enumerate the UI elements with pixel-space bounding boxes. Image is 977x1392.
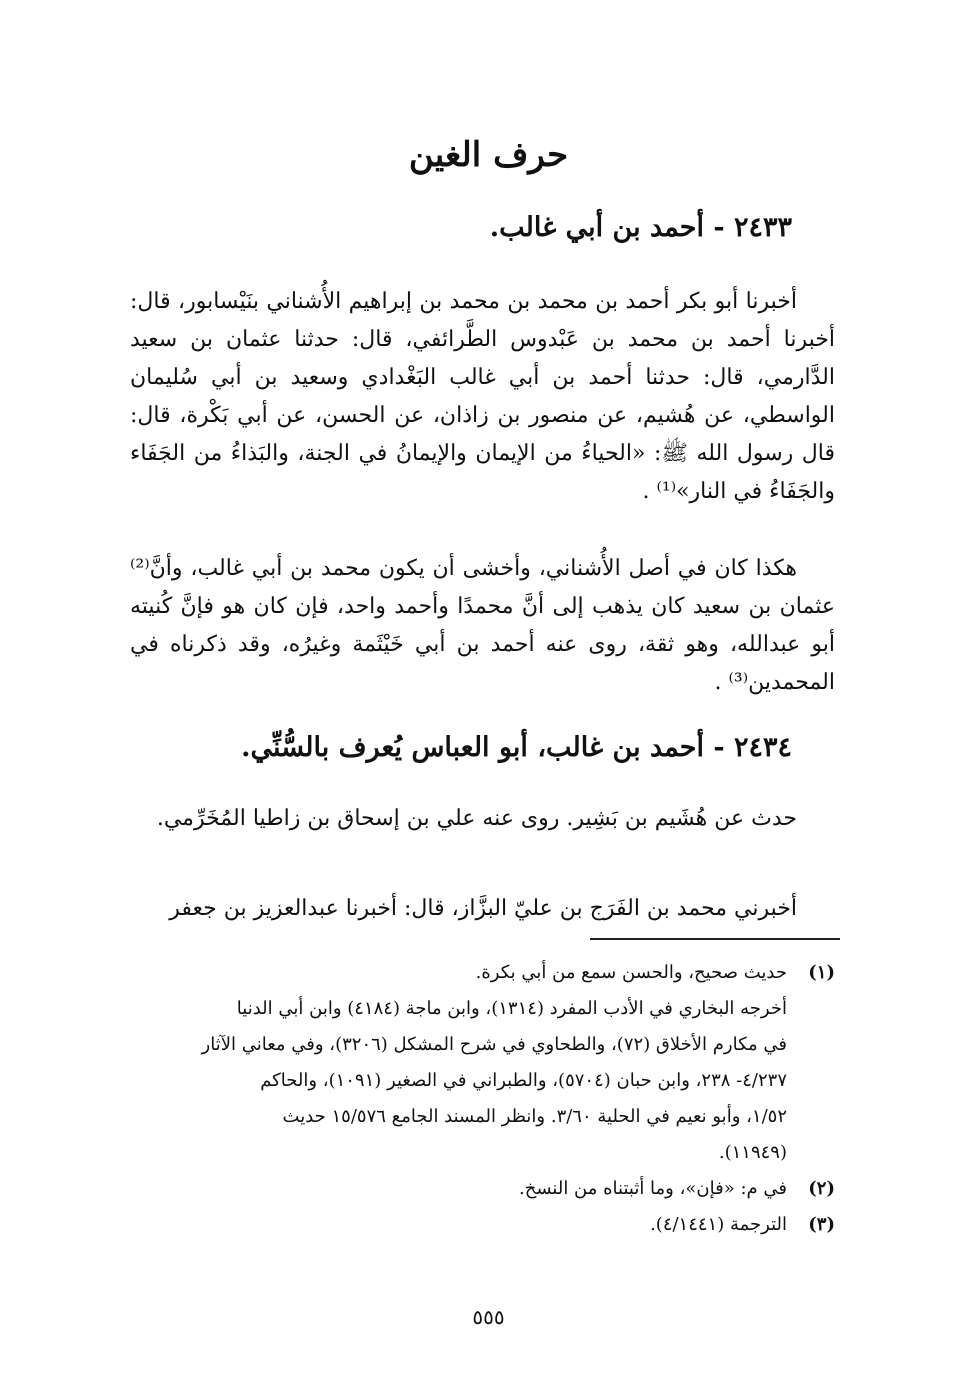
footnote-number: (٢) xyxy=(808,1178,835,1199)
paragraph xyxy=(130,550,835,702)
footnote-line: ٤/٢٣٧- ٢٣٨، وابن حبان (٥٧٠٤)، والطبراني في الصغير (١٠٩١)، والحاكم xyxy=(260,1070,787,1091)
text-line: ذكرناه في المحمدين⁽³⁾ . xyxy=(130,632,835,695)
page-number: ٥٥٥ xyxy=(472,1305,505,1329)
footnote-3 xyxy=(130,1207,835,1243)
text-line: فإنَّ كُنيته أبو عبدالله، وهو ثقة، روى عنه أحمد بن أبي خَيْثَمة وغيرُه، وقد xyxy=(130,594,835,657)
footnote-line: أخرجه البخاري في الأدب المفرد (١٣١٤)، وابن ماجة (٤١٨٤) وابن أبي الدنيا xyxy=(236,998,787,1019)
paragraph xyxy=(130,890,835,928)
entry-heading-2434: ٢٤٣٤ - أحمد بن غالب، أبو العباس يُعرف بالسُّنِّي. xyxy=(241,732,792,763)
chapter-title: حرف الغين xyxy=(408,135,569,175)
text-line: حدث عن هُشَيم بن بَشِير. روى عنه علي بن إسحاق بن زاطيا xyxy=(245,806,797,831)
footnote-line: ١/٥٢، وأبو نعيم في الحلية ٣/٦٠. وانظر المسند الجامع ١٥/٥٧٦ حديث xyxy=(282,1106,787,1127)
footnote-2 xyxy=(130,1171,835,1207)
footnote-line: في مكارم الأخلاق (٧٢)، والطحاوي في شرح المشكل (٣٢٠٦)، وفي معاني الآثار xyxy=(201,1034,787,1055)
entry-heading-2433: ٢٤٣٣ - أحمد بن أبي غالب. xyxy=(489,212,792,243)
text-line: سُليمان الواسطي، عن هُشيم، عن منصور بن زاذان، عن الحسن، عن أبي xyxy=(130,365,835,428)
footnote-number: (٣) xyxy=(808,1214,835,1235)
paragraph xyxy=(130,283,835,511)
footnote-text xyxy=(130,1171,787,1207)
footnote-line: الترجمة (٤/١٤٤١). xyxy=(650,1214,787,1235)
paragraph xyxy=(130,800,835,838)
footnote-number: (١) xyxy=(808,962,835,983)
text-line: المُخَرِّمي. xyxy=(156,806,246,831)
text-line: أخبرنا أبو بكر أحمد بن محمد بن محمد بن إبراهيم الأُشناني بنَيْسابور، xyxy=(170,289,797,314)
footnote-divider xyxy=(590,938,840,940)
footnote-text xyxy=(130,955,787,1171)
footnote-line: حديث صحيح، والحسن سمع من أبي بكرة. xyxy=(475,962,787,983)
footnotes xyxy=(130,955,835,1243)
text-line: هكذا كان في أصل الأُشناني، وأخشى أن يكون محمد بن أبي غالب، xyxy=(182,556,797,581)
footnote-1 xyxy=(130,955,835,1171)
footnote-text xyxy=(130,1207,787,1243)
text-line: والبَذاءُ من الجَفَاء والجَفَاءُ في النار»⁽¹⁾ . xyxy=(130,441,835,504)
footnote-line: في م: «فإن»، وما أثبتناه من النسخ. xyxy=(519,1178,787,1199)
text-line: أخبرني محمد بن الفَرَج بن عليّ البزَّاز، قال: أخبرنا عبدالعزيز بن جعفر xyxy=(169,896,797,921)
text-line: قال: أخبرنا أحمد بن محمد بن عَبْدوس الطَّرائفي، قال: حدثنا عثمان بن xyxy=(130,289,835,352)
text-line: بَكْرة، قال: قال رسول الله ﷺ: «الحياءُ من الإيمان والإيمانُ في الجنة، xyxy=(130,403,836,466)
text-line: سعيد الدَّارمي، قال: حدثنا أحمد بن أبي غالب البَغْدادي وسعيد بن أبي xyxy=(130,327,835,390)
footnote-line: (١١٩٤٩). xyxy=(718,1142,787,1163)
text-line: وأنَّ⁽²⁾ عثمان بن سعيد كان يذهب إلى أنَّ محمدًا وأحمد واحد، فإن كان هو xyxy=(130,556,835,619)
